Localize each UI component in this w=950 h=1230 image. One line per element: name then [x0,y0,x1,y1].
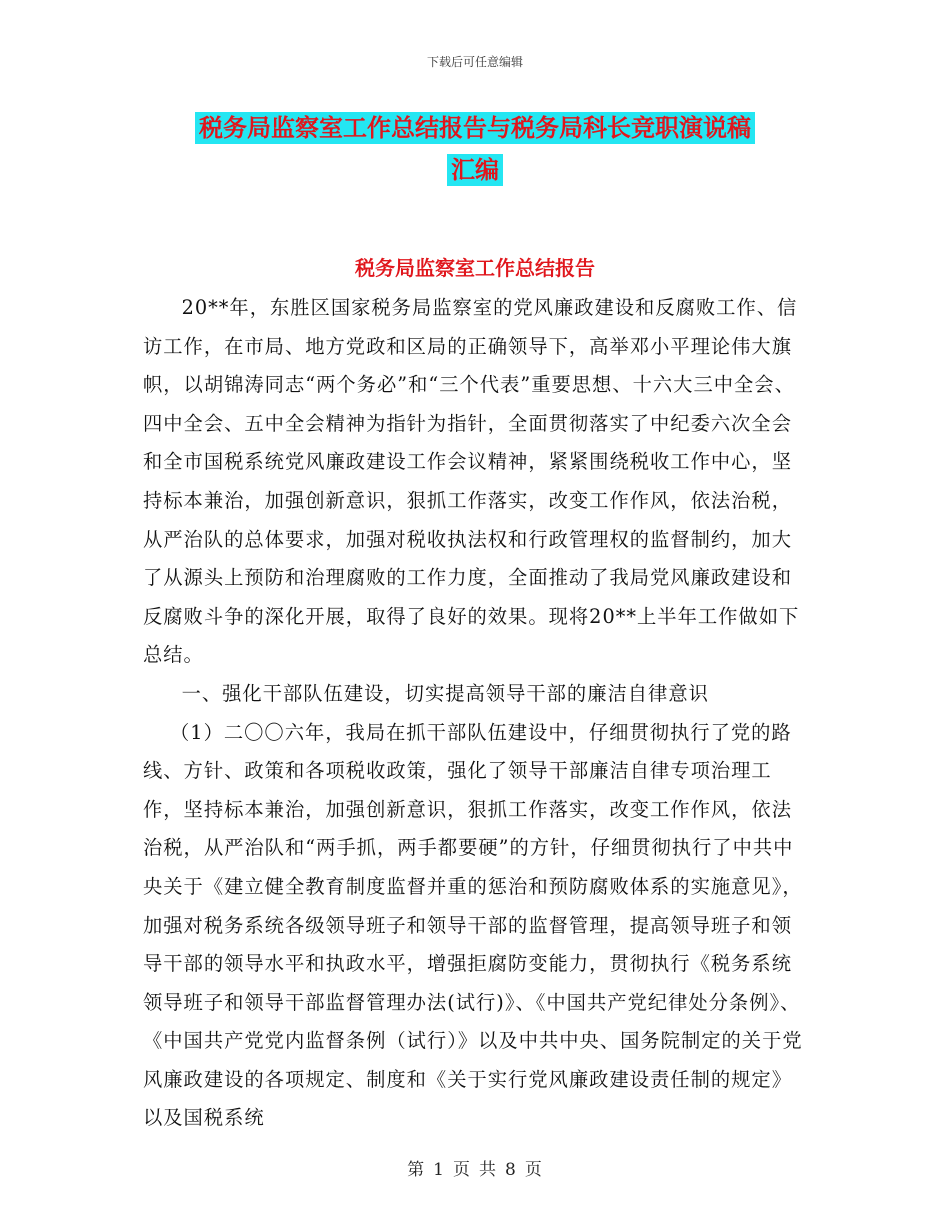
footer-label: 共 [479,1160,497,1180]
document-title-line1 [0,114,950,143]
body-text [143,289,808,1138]
paragraph: 20**年，东胜区国家税务局监察室的党风廉政建设和反腐败工作、信访工作，在市局、地方党政和区局的正确领导下，高举邓小平理论伟大旗帜，以胡锦涛同志“两个务必”和“三个代表”重要思想、十六大三中全会、四中全会、五中全会精神为指针为指针，全面贯彻落实了中纪委六次全会和全市国税系统党风廉政建设工作会议精神，紧紧围绕税收工作中心，坚持标本兼治，加强创新意识，狠抓工作落实，改变工作作风，依法治税，从严治队的总体要求，加强对税收执法权和行政管理权的监督制约，加大了从源头上预防和治理腐败的工作力度，全面推动了我局党风廉政建设和反腐败斗争的深化开展，取得了良好的效果。现将20**上半年工作做如下总结。 [143,296,800,667]
page-header: 下载后可任意编辑 [426,55,523,69]
section-heading: 一、强化干部队伍建设，切实提高领导干部的廉洁自律意识 [181,681,709,705]
title-highlight: 税务局监察室工作总结报告与税务局科长竞职演说稿 [195,112,755,144]
footer-label: 第 [407,1160,426,1180]
paragraph: （1）二〇〇六年，我局在抓干部队伍建设中，仔细贯彻执行了党的路线、方针、政策和各项税收政策，强化了领导干部廉洁自律专项治理工作，坚持标本兼治，加强创新意识，狠抓工作落实，改变工作作风，依法治税，从严治队和“两手抓，两手都要硬”的方针，仔细贯彻执行了中共中央关于《建立健全教育制度监督并重的惩治和预防腐败体系的实施意见》，加强对税务系统各级领导班子和领导干部的监督管理，提高领导班子和领导干部的领导水平和执政水平，增强拒腐防变能力，贯彻执行《税务系统领导班子和领导干部监督管理办法(试行)》、《中国共产党纪律处分条例》、《中国共产党党内监督条例（试行）》以及中共中央、国务院制定的关于党风廉政建设的各项规定、制度和《关于实行党风廉政建设责任制的规定》以及国税系统 [143,720,803,1130]
page-footer [0,1155,950,1180]
title-highlight: 汇编 [447,154,503,186]
page-total: 8 [505,1160,517,1180]
document-title-line2 [0,156,950,185]
page-number: 1 [433,1160,445,1180]
footer-label: 页 [453,1160,471,1180]
footer-label: 页 [524,1160,543,1180]
section-title: 税务局监察室工作总结报告 [355,256,595,280]
